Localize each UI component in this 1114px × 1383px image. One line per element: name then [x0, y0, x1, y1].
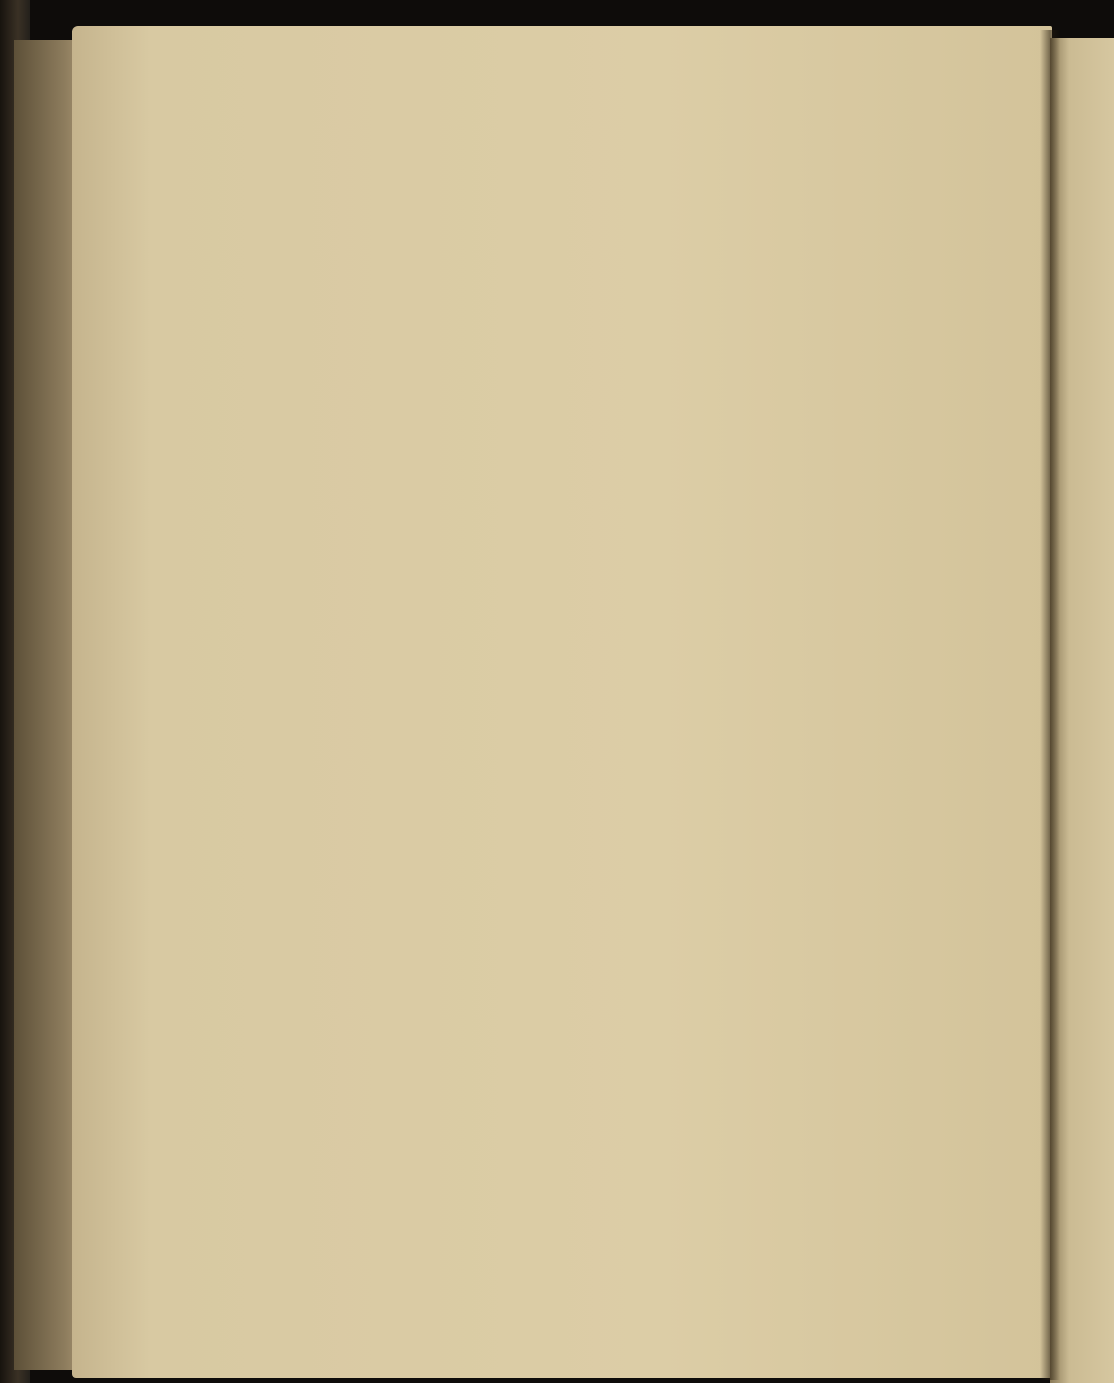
header-pokosa	[438, 165, 454, 237]
header-no	[134, 150, 150, 258]
header-obshchee	[361, 100, 391, 250]
right-page-header	[1072, 100, 1102, 250]
header-pashni	[402, 165, 418, 237]
header-vygona	[468, 158, 494, 238]
